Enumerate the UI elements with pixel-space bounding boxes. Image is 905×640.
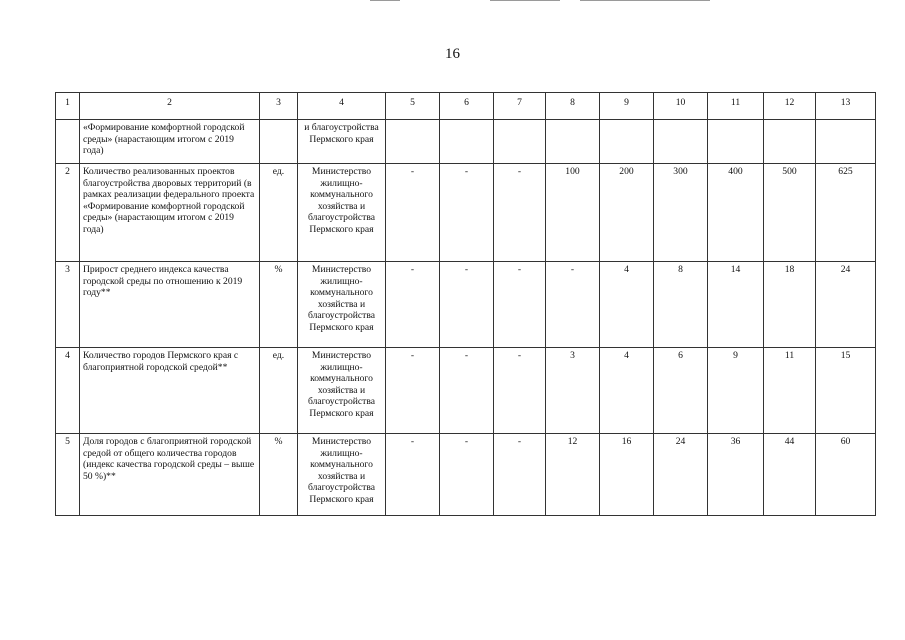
value-cell: 18 [764,262,816,348]
value-cell: 11 [764,348,816,434]
scan-artifact-line [490,0,560,1]
responsible-cell: Министерство жилищно-коммунального хозяйства и благоустройства Пермского края [298,348,386,434]
value-cell: - [494,434,546,516]
value-cell [440,120,494,164]
responsible-cell: Министерство жилищно-коммунального хозяйства и благоустройства Пермского края [298,434,386,516]
value-cell: 4 [600,348,654,434]
value-cell: - [386,262,440,348]
responsible-cell: и благоустройства Пермского края [298,120,386,164]
header-cell: 12 [764,93,816,120]
indicator-name: Прирост среднего индекса качества городской среды по отношению к 2019 году** [80,262,260,348]
row-number: 5 [56,434,80,516]
value-cell: 24 [654,434,708,516]
unit-cell [260,120,298,164]
value-cell: 3 [546,348,600,434]
table-row [56,262,876,348]
value-cell: 500 [764,164,816,262]
value-cell [600,120,654,164]
header-cell: 5 [386,93,440,120]
unit-cell: % [260,434,298,516]
table-row [56,348,876,434]
header-cell: 11 [708,93,764,120]
indicator-table [55,92,876,516]
value-cell: - [494,262,546,348]
table-row [56,164,876,262]
value-cell: 60 [816,434,876,516]
value-cell: - [494,348,546,434]
value-cell: 44 [764,434,816,516]
value-cell: - [386,348,440,434]
value-cell: 9 [708,348,764,434]
header-cell: 2 [80,93,260,120]
header-row [56,93,876,120]
value-cell: - [440,348,494,434]
indicator-name: Доля городов с благоприятной городской средой от общего количества городов (индекс качества городской среды – выше 50 %)** [80,434,260,516]
value-cell [708,120,764,164]
scan-artifact-line [370,0,400,1]
value-cell: - [386,434,440,516]
value-cell: - [440,434,494,516]
value-cell: 8 [654,262,708,348]
row-number: 2 [56,164,80,262]
value-cell: - [386,164,440,262]
header-cell: 1 [56,93,80,120]
value-cell: 36 [708,434,764,516]
row-number: 3 [56,262,80,348]
value-cell: 400 [708,164,764,262]
row-number: 4 [56,348,80,434]
scan-artifact-line [580,0,710,1]
value-cell: - [546,262,600,348]
unit-cell: ед. [260,348,298,434]
value-cell [816,120,876,164]
table-row [56,434,876,516]
header-cell: 7 [494,93,546,120]
indicator-name: Количество реализованных проектов благоустройства дворовых территорий (в рамках реализации федерального проекта «Формирование комфортной городской среды» (нарастающим итогом с 2019 года) [80,164,260,262]
value-cell: - [494,164,546,262]
value-cell: 24 [816,262,876,348]
unit-cell: % [260,262,298,348]
header-cell: 8 [546,93,600,120]
header-cell: 4 [298,93,386,120]
value-cell: 300 [654,164,708,262]
table-body [56,93,876,516]
value-cell: 200 [600,164,654,262]
value-cell: 15 [816,348,876,434]
row-number [56,120,80,164]
value-cell: 12 [546,434,600,516]
header-cell: 3 [260,93,298,120]
value-cell: 16 [600,434,654,516]
header-cell: 13 [816,93,876,120]
value-cell: 14 [708,262,764,348]
table-row [56,120,876,164]
indicator-name: Количество городов Пермского края с благоприятной городской средой** [80,348,260,434]
header-cell: 9 [600,93,654,120]
header-cell: 6 [440,93,494,120]
value-cell: 100 [546,164,600,262]
value-cell: - [440,262,494,348]
value-cell [494,120,546,164]
value-cell [386,120,440,164]
value-cell: 625 [816,164,876,262]
responsible-cell: Министерство жилищно-коммунального хозяйства и благоустройства Пермского края [298,164,386,262]
value-cell: - [440,164,494,262]
value-cell [546,120,600,164]
responsible-cell: Министерство жилищно-коммунального хозяйства и благоустройства Пермского края [298,262,386,348]
value-cell: 4 [600,262,654,348]
header-cell: 10 [654,93,708,120]
indicator-name: «Формирование комфортной городской среды» (нарастающим итогом с 2019 года) [80,120,260,164]
value-cell: 6 [654,348,708,434]
page-number: 16 [445,46,460,62]
value-cell [764,120,816,164]
unit-cell: ед. [260,164,298,262]
value-cell [654,120,708,164]
